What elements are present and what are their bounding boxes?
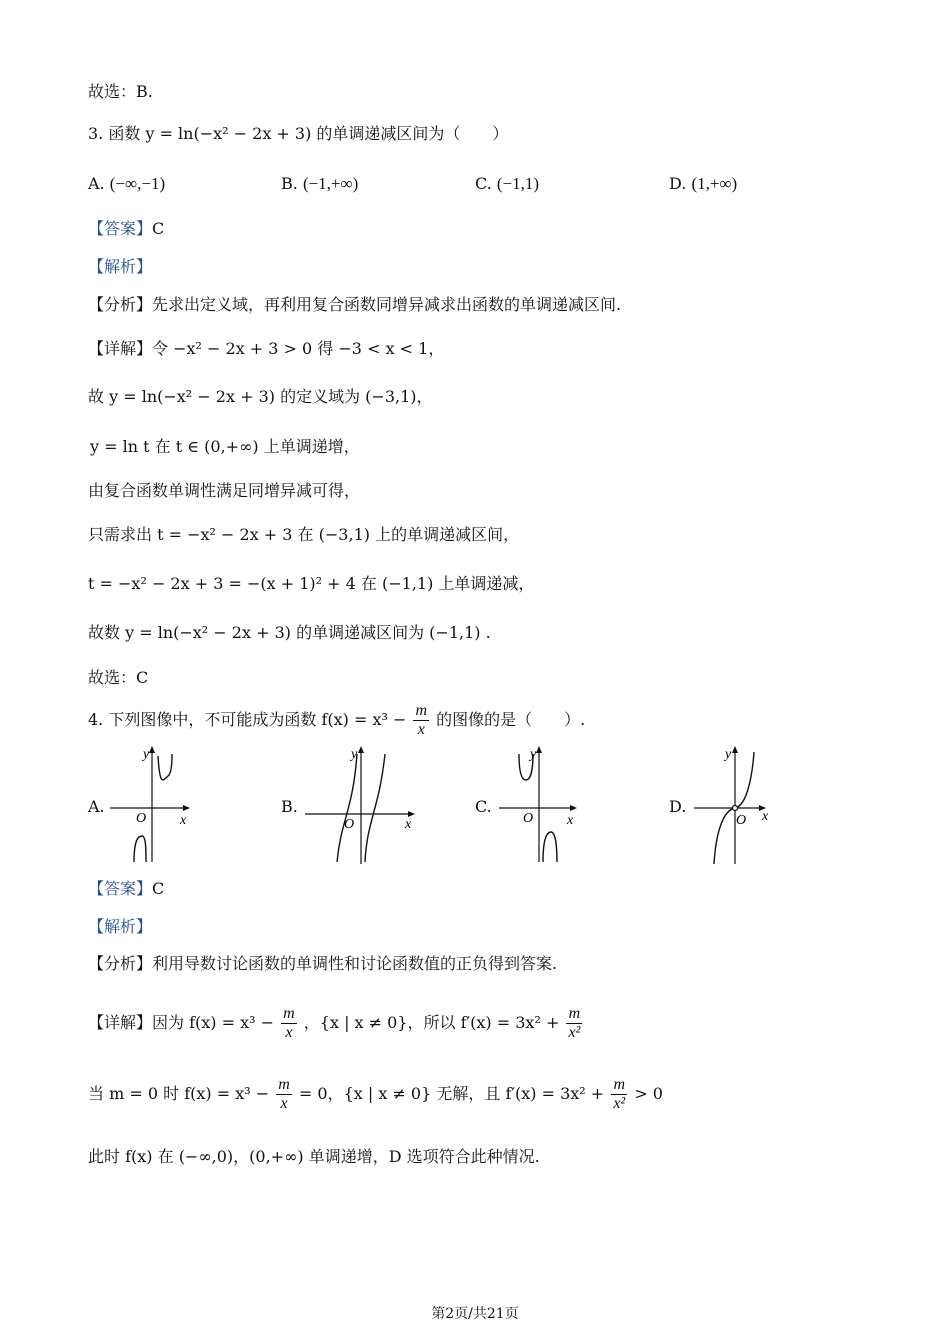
curve [158,754,172,780]
curve [134,836,146,862]
detail-3-line-2: 故 y = ln(−x² − 2x + 3) 的定义域为 (−3,1)， [88,387,433,406]
fraction [276,1076,292,1113]
numerator: m [611,1076,627,1095]
curve [365,754,385,862]
page-footer: 第2页/共21页 [431,1306,519,1322]
question-3: 3. 函数 y = ln(−x² − 2x + 3) 的单调递减区间为（ ） [88,124,509,143]
option-value: (−1,+∞) [302,174,359,193]
q4-option-d-label: D. [669,797,687,816]
analysis-3: 【分析】先求出定义域，再利用复合函数同增异减求出函数的单调递减区间. [88,295,622,314]
curve [337,754,357,862]
answer-3 [88,217,164,241]
fraction [413,702,429,739]
detail-text: 【详解】因为 f(x) = x³ − [88,1013,275,1032]
detail-3-line-6: t = −x² − 2x + 3 = −(x + 1)² + 4 在 (−1,1) 上单调递减， [88,574,535,593]
question-4 [88,702,585,739]
open-point [733,806,738,811]
denominator: x [280,1095,288,1112]
q3-option-c [475,172,539,196]
numerator: m [283,1005,295,1022]
q4-option-b-label: B. [281,797,298,816]
numerator: m [566,1005,582,1024]
numerator: m [415,702,428,719]
denominator: x [285,1024,293,1041]
text-line: 故选：B. [88,82,153,101]
curve [543,832,557,862]
detail-text: 当 m = 0 时 f(x) = x³ − [88,1084,270,1103]
graph-c [497,740,587,870]
graph-a [108,740,198,870]
option-value: (−∞,−1) [109,174,166,193]
graph-b [301,740,421,870]
denominator: x² [613,1095,626,1112]
answer-tag: 【答案】 [88,219,153,238]
origin-label: O [736,813,747,828]
axis-label-x: x [567,813,574,828]
question-text: 4. 下列图像中，不可能成为函数 f(x) = x³ − [88,710,407,729]
analysis-tag-3: 【解析】 [88,257,153,276]
fraction [566,1005,582,1042]
fraction [611,1076,627,1113]
origin-label: O [523,811,534,826]
choose-3: 故选：C [88,668,149,687]
answer-tag: 【答案】 [88,879,153,898]
q3-option-a [88,172,165,196]
axis-label-x: x [180,813,187,828]
axis-label-x: x [762,809,769,824]
q3-option-d [669,172,737,196]
denominator: x [417,721,425,738]
graph-d [692,740,782,870]
analysis-4: 【分析】利用导数讨论函数的单调性和讨论函数值的正负得到答案. [88,954,558,973]
detail-4-line-2 [88,1071,663,1117]
q3-option-b [281,172,358,196]
denominator: x² [568,1024,581,1041]
axis-label-y: y [530,747,537,762]
detail-3-line-5: 只需求出 t = −x² − 2x + 3 在 (−3,1) 上的单调递减区间， [88,525,520,544]
detail-3-line-7: 故数 y = ln(−x² − 2x + 3) 的单调递减区间为 (−1,1) . [88,623,491,642]
numerator: m [278,1076,290,1093]
answer-value: C [152,219,165,238]
origin-label: O [136,811,147,826]
option-value: (1,+∞) [691,174,738,193]
question-text-end: 的图像的是（ ）. [436,710,586,729]
detail-text: > 0 [634,1084,663,1103]
detail-4-line-3: 此时 f(x) 在 (−∞,0)，(0,+∞) 单调递增，D 选项符合此种情况. [88,1147,540,1166]
detail-3-line-3: y = ln t 在 t ∈ (0,+∞) 上单调递增， [90,437,360,456]
answer-4 [88,877,164,901]
option-label: B. [281,174,298,193]
q4-option-a-label: A. [88,797,105,816]
detail-3-line-4: 由复合函数单调性满足同增异减可得， [88,481,361,500]
axis-label-y: y [725,747,732,762]
detail-text: ，{x | x ≠ 0}，所以 f′(x) = 3x² + [303,1013,560,1032]
answer-value: C [152,879,165,898]
axis-label-y: y [143,747,150,762]
detail-text: = 0，{x | x ≠ 0} 无解，且 f′(x) = 3x² + [298,1084,605,1103]
fraction [281,1005,297,1042]
origin-label: O [344,817,355,832]
analysis-tag-4: 【解析】 [88,917,153,936]
axis-label-y: y [351,747,358,762]
axis-label-x: x [405,817,412,832]
option-value: (−1,1) [496,174,540,193]
option-label: C. [475,174,492,193]
detail-3-line-1: 【详解】令 −x² − 2x + 3 > 0 得 −3 < x < 1， [88,339,445,358]
option-label: D. [669,174,687,193]
q4-option-c-label: C. [475,797,492,816]
detail-4-line-1 [88,1000,584,1046]
option-label: A. [88,174,105,193]
